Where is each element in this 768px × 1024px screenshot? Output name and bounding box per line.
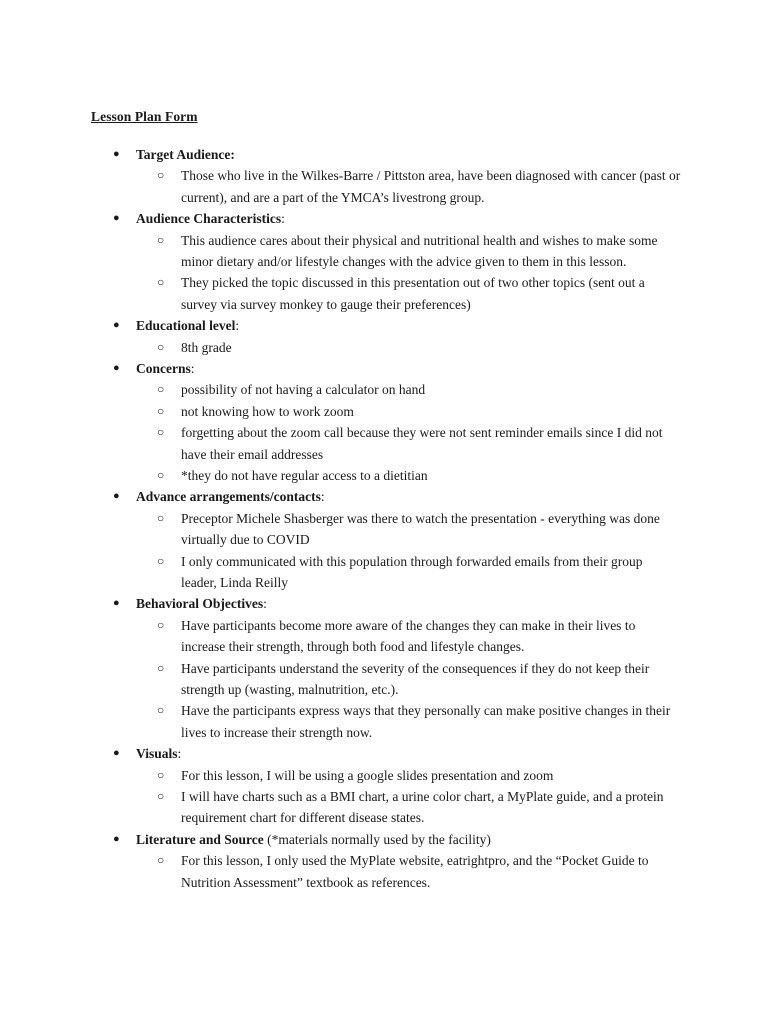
outline-item-heading: Literature and Source [136, 831, 264, 847]
sub-list-item [0, 272, 681, 315]
sub-list-item-text: forgetting about the zoom call because they were not sent reminder emails since I did not have their email addresses [181, 425, 663, 462]
sub-list-item [0, 551, 681, 594]
sub-list [0, 165, 768, 208]
sub-list-item [0, 850, 681, 893]
sub-list-item [0, 230, 681, 273]
sub-list [0, 765, 768, 829]
outline-item-suffix: : [281, 211, 285, 227]
sub-list-item [0, 786, 681, 829]
outline-item [0, 144, 768, 208]
sub-list [0, 508, 768, 594]
sub-list-item [0, 465, 681, 486]
sub-list [0, 230, 768, 316]
hollow-bullet-icon: ○ [157, 232, 165, 247]
bullet-icon: ● [113, 362, 120, 375]
hollow-bullet-icon: ○ [157, 553, 165, 568]
hollow-bullet-icon: ○ [157, 339, 165, 354]
outline-item-suffix: : [235, 318, 240, 334]
sub-list-item-text: For this lesson, I will be using a google slides presentation and zoom [181, 767, 554, 783]
outline-item [0, 829, 768, 893]
sub-list-item [0, 165, 681, 208]
bullet-icon: ● [113, 597, 120, 610]
outline-item-suffix: : [177, 746, 182, 762]
outline-item [0, 593, 768, 743]
sub-list-item [0, 422, 681, 465]
sub-list-item [0, 765, 681, 786]
sub-list-item [0, 508, 681, 551]
outline-item [0, 486, 768, 593]
outline-item-heading: Concerns [136, 361, 191, 377]
outline-item-suffix: (*materials normally used by the facility) [263, 831, 491, 847]
bullet-icon: ● [113, 747, 120, 760]
outline-item-heading: Visuals [136, 746, 178, 762]
hollow-bullet-icon: ○ [157, 617, 165, 632]
sub-list-item [0, 615, 681, 658]
sub-list-item [0, 337, 681, 358]
outline-item-heading: Behavioral Objectives [136, 596, 264, 612]
sub-list-item [0, 658, 681, 701]
hollow-bullet-icon: ○ [157, 382, 165, 397]
lesson-plan-outline [0, 144, 768, 893]
hollow-bullet-icon: ○ [157, 468, 165, 483]
outline-item-line [0, 208, 768, 229]
sub-list-item-text: possibility of not having a calculator on hand [181, 382, 426, 398]
sub-list-item-text: 8th grade [181, 339, 232, 355]
bullet-icon: ● [113, 490, 120, 503]
hollow-bullet-icon: ○ [157, 168, 165, 183]
hollow-bullet-icon: ○ [157, 425, 165, 440]
sub-list-item-text: I only communicated with this population through forwarded emails from their group leader, Linda Reilly [181, 553, 643, 591]
sub-list-item-text: *they do not have regular access to a dietitian [181, 468, 428, 484]
sub-list-item-text: Preceptor Michele Shasberger was there to watch the presentation - everything was done virtually due to COVID [181, 510, 660, 548]
hollow-bullet-icon: ○ [157, 403, 165, 418]
sub-list-item-text: Have the participants express ways that they personally can make positive changes in their lives to increase their strength now. [181, 703, 671, 740]
sub-list [0, 337, 768, 358]
hollow-bullet-icon: ○ [157, 660, 165, 675]
outline-item-line [0, 593, 768, 614]
outline-item [0, 315, 768, 358]
hollow-bullet-icon: ○ [157, 275, 165, 290]
page-title: Lesson Plan Form [91, 109, 198, 124]
outline-item [0, 358, 768, 486]
sub-list-item [0, 700, 681, 743]
outline-item-line [0, 358, 768, 379]
sub-list-item-text: This audience cares about their physical and nutritional health and wishes to make some minor dietary and/or lifestyle changes with the advice given to them in this lesson. [181, 232, 658, 269]
sub-list-item-text: Have participants understand the severity of the consequences if they do not keep their strength up (wasting, malnutrition, etc.). [181, 660, 650, 698]
hollow-bullet-icon: ○ [157, 703, 165, 718]
outline-item-line [0, 829, 768, 850]
outline-item-line [0, 743, 768, 764]
hollow-bullet-icon: ○ [157, 767, 165, 782]
sub-list-item [0, 379, 681, 400]
sub-list-item-text: They picked the topic discussed in this presentation out of two other topics (sent out a survey via survey monkey to gauge their preferences) [181, 275, 645, 312]
bullet-icon: ● [113, 212, 120, 225]
outline-item-suffix: : [320, 489, 325, 505]
sub-list-item-text: Those who live in the Wilkes-Barre / Pittston area, have been diagnosed with cancer (past or current), and are a part of the YMCA’s livestrong group. [181, 168, 681, 205]
outline-item-suffix: : [263, 596, 267, 612]
sub-list-item-text: not knowing how to work zoom [181, 403, 354, 419]
bullet-icon: ● [113, 148, 120, 160]
outline-item-heading: Target Audience: [136, 147, 235, 162]
hollow-bullet-icon: ○ [157, 853, 165, 868]
sub-list-item-text: For this lesson, I only used the MyPlate website, eatrightpro, and the “Pocket Guide to Nutrition Assessment” textbook as references. [181, 853, 649, 890]
sub-list-item [0, 401, 681, 422]
hollow-bullet-icon: ○ [157, 789, 165, 804]
outline-item [0, 743, 768, 829]
outline-item-line [0, 486, 768, 507]
outline-item [0, 208, 768, 315]
hollow-bullet-icon: ○ [157, 510, 165, 525]
outline-item-heading: Educational level [136, 318, 236, 334]
outline-item-heading: Audience Characteristics [136, 211, 282, 227]
outline-item-heading: Advance arrangements/contacts [136, 489, 321, 505]
outline-item-suffix: : [190, 361, 195, 377]
sub-list-item-text: Have participants become more aware of the changes they can make in their lives to increase their strength, through both food and lifestyle changes. [181, 617, 636, 655]
bullet-icon: ● [113, 319, 120, 332]
sub-list [0, 615, 768, 743]
outline-item-line [0, 144, 768, 165]
sub-list [0, 379, 768, 486]
bullet-icon: ● [113, 832, 120, 845]
outline-item-line [0, 315, 768, 336]
sub-list [0, 850, 768, 893]
sub-list-item-text: I will have charts such as a BMI chart, a urine color chart, a MyPlate guide, and a protein requirement chart for different disease states. [181, 789, 664, 826]
